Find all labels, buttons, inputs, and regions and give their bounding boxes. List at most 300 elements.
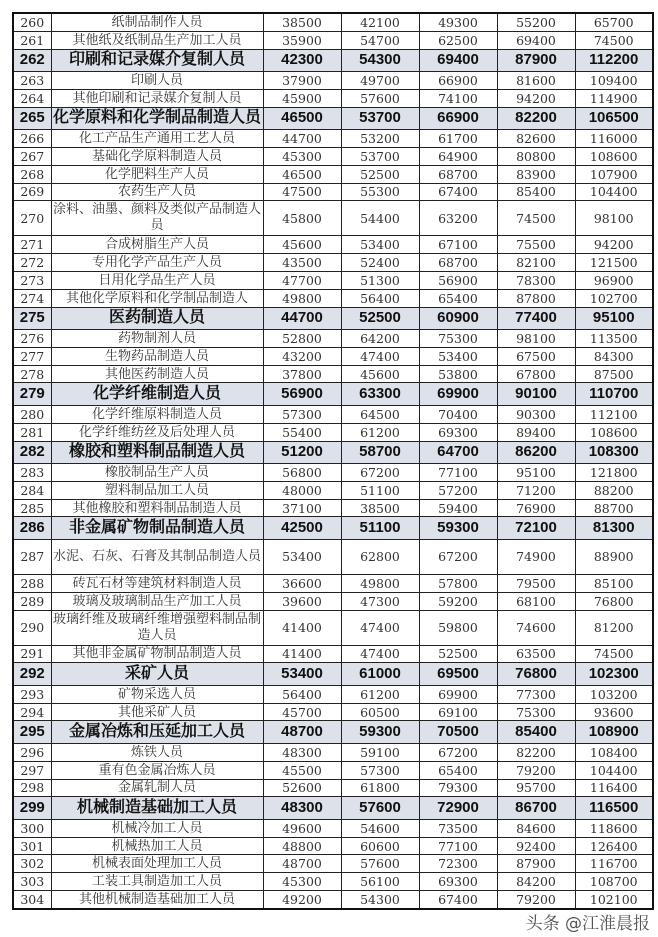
salary-value-5: 116500 (575, 797, 653, 820)
salary-value-4: 75500 (497, 236, 575, 254)
salary-value-3: 63200 (419, 201, 497, 236)
salary-value-3: 72300 (419, 855, 497, 873)
row-number: 291 (13, 645, 51, 663)
occupation-name: 日用化学品生产人员 (51, 271, 263, 289)
salary-value-3: 62500 (419, 31, 497, 49)
salary-value-3: 57800 (419, 574, 497, 592)
row-number: 301 (13, 837, 51, 855)
table-row (13, 130, 653, 148)
salary-value-3: 69100 (419, 703, 497, 721)
salary-value-1: 52800 (263, 330, 341, 348)
table-row (13, 464, 653, 482)
row-number: 269 (13, 183, 51, 201)
salary-value-5: 74500 (575, 31, 653, 49)
row-number: 267 (13, 147, 51, 165)
occupation-name: 医药制造人员 (51, 307, 263, 330)
row-number: 294 (13, 703, 51, 721)
salary-value-5: 76800 (575, 592, 653, 610)
table-row (13, 165, 653, 183)
salary-value-5: 96900 (575, 271, 653, 289)
salary-value-2: 49700 (341, 72, 419, 90)
salary-value-3: 56900 (419, 271, 497, 289)
salary-value-5: 109400 (575, 72, 653, 90)
salary-value-1: 56800 (263, 464, 341, 482)
occupation-name: 水泥、石灰、石膏及其制品制造人员 (51, 539, 263, 574)
salary-value-1: 48700 (263, 855, 341, 873)
salary-value-5: 87500 (575, 365, 653, 383)
row-number: 283 (13, 464, 51, 482)
salary-value-4: 74600 (497, 610, 575, 645)
salary-value-1: 56900 (263, 383, 341, 406)
salary-value-2: 57600 (341, 89, 419, 107)
salary-value-4: 72100 (497, 517, 575, 540)
salary-value-5: 116000 (575, 130, 653, 148)
category-row (13, 107, 653, 130)
category-row (13, 49, 653, 72)
salary-value-1: 45900 (263, 89, 341, 107)
table-row (13, 592, 653, 610)
salary-value-2: 54300 (341, 49, 419, 72)
salary-value-2: 61800 (341, 779, 419, 797)
salary-value-1: 37100 (263, 499, 341, 517)
salary-value-2: 57600 (341, 797, 419, 820)
occupation-name: 专用化学产品生产人员 (51, 254, 263, 272)
salary-value-4: 67500 (497, 347, 575, 365)
salary-value-1: 56400 (263, 685, 341, 703)
salary-value-2: 51300 (341, 271, 419, 289)
table-row (13, 499, 653, 517)
occupation-name: 化学纤维纺丝及后处理人员 (51, 423, 263, 441)
occupation-name: 其他机械制造基础加工人员 (51, 891, 263, 909)
salary-value-3: 74100 (419, 89, 497, 107)
salary-value-3: 68700 (419, 165, 497, 183)
row-number: 278 (13, 365, 51, 383)
salary-value-2: 60600 (341, 837, 419, 855)
salary-value-4: 84200 (497, 873, 575, 891)
row-number: 288 (13, 574, 51, 592)
occupation-name: 农药生产人员 (51, 183, 263, 201)
salary-value-1: 49200 (263, 891, 341, 909)
occupation-name: 纸制品制作人员 (51, 13, 263, 31)
salary-value-4: 87800 (497, 289, 575, 307)
row-number: 275 (13, 307, 51, 330)
table-row (13, 72, 653, 90)
table-row (13, 574, 653, 592)
salary-value-2: 62800 (341, 539, 419, 574)
category-row (13, 663, 653, 686)
salary-value-4: 68100 (497, 592, 575, 610)
salary-value-5: 108300 (575, 441, 653, 464)
salary-value-5: 104400 (575, 761, 653, 779)
salary-value-5: 112100 (575, 405, 653, 423)
salary-value-1: 49800 (263, 289, 341, 307)
salary-value-1: 48800 (263, 837, 341, 855)
salary-value-4: 74500 (497, 201, 575, 236)
salary-value-4: 77300 (497, 685, 575, 703)
watermark: 头条 @江淮晨报 (525, 914, 650, 934)
salary-value-2: 60500 (341, 703, 419, 721)
salary-value-3: 59300 (419, 517, 497, 540)
category-row (13, 517, 653, 540)
table-row (13, 201, 653, 236)
salary-value-3: 53400 (419, 347, 497, 365)
row-number: 299 (13, 797, 51, 820)
table-row (13, 873, 653, 891)
salary-value-5: 112200 (575, 49, 653, 72)
occupation-name: 机械制造基础加工人员 (51, 797, 263, 820)
row-number: 285 (13, 499, 51, 517)
salary-value-4: 87900 (497, 49, 575, 72)
salary-value-5: 110700 (575, 383, 653, 406)
salary-value-2: 57600 (341, 855, 419, 873)
salary-value-4: 86700 (497, 797, 575, 820)
salary-value-4: 79200 (497, 761, 575, 779)
salary-value-3: 70400 (419, 405, 497, 423)
salary-value-5: 103200 (575, 685, 653, 703)
salary-value-3: 69300 (419, 873, 497, 891)
salary-value-1: 57300 (263, 405, 341, 423)
salary-value-4: 75300 (497, 703, 575, 721)
row-number: 276 (13, 330, 51, 348)
occupation-name: 其他化学原料和化学制品制造人 (51, 289, 263, 307)
salary-value-4: 76800 (497, 663, 575, 686)
salary-value-1: 45500 (263, 761, 341, 779)
row-number: 297 (13, 761, 51, 779)
salary-value-3: 52500 (419, 645, 497, 663)
salary-value-3: 66900 (419, 72, 497, 90)
table-row (13, 31, 653, 49)
salary-value-4: 90300 (497, 405, 575, 423)
table-row (13, 779, 653, 797)
salary-value-1: 44700 (263, 307, 341, 330)
occupation-name: 涂料、油墨、颜料及类似产品制造人员 (51, 201, 263, 236)
salary-value-3: 61700 (419, 130, 497, 148)
salary-value-4: 80800 (497, 147, 575, 165)
row-number: 260 (13, 13, 51, 31)
salary-value-3: 77100 (419, 464, 497, 482)
table-row (13, 147, 653, 165)
salary-value-2: 52500 (341, 307, 419, 330)
row-number: 274 (13, 289, 51, 307)
salary-value-1: 53400 (263, 663, 341, 686)
occupation-name: 玻璃纤维及玻璃纤维增强塑料制品制造人员 (51, 610, 263, 645)
salary-value-1: 46500 (263, 107, 341, 130)
salary-value-5: 104400 (575, 183, 653, 201)
table-row (13, 610, 653, 645)
salary-value-4: 94200 (497, 89, 575, 107)
salary-value-2: 63300 (341, 383, 419, 406)
salary-value-2: 47300 (341, 592, 419, 610)
salary-value-3: 79300 (419, 779, 497, 797)
salary-table-body (13, 13, 653, 909)
occupation-name: 工装工具制造加工人员 (51, 873, 263, 891)
row-number: 292 (13, 663, 51, 686)
occupation-name: 化学原料和化学制品制造人员 (51, 107, 263, 130)
row-number: 270 (13, 201, 51, 236)
table-row (13, 539, 653, 574)
salary-value-1: 36600 (263, 574, 341, 592)
occupation-name: 机械冷加工人员 (51, 819, 263, 837)
salary-value-4: 95700 (497, 779, 575, 797)
occupation-name: 金属轧制人员 (51, 779, 263, 797)
row-number: 277 (13, 347, 51, 365)
salary-value-3: 67400 (419, 183, 497, 201)
row-number: 293 (13, 685, 51, 703)
table-row (13, 703, 653, 721)
salary-value-2: 64500 (341, 405, 419, 423)
row-number: 296 (13, 743, 51, 761)
salary-value-2: 67200 (341, 464, 419, 482)
row-number: 263 (13, 72, 51, 90)
row-number: 272 (13, 254, 51, 272)
salary-value-2: 64200 (341, 330, 419, 348)
salary-value-3: 64700 (419, 441, 497, 464)
salary-value-2: 56100 (341, 873, 419, 891)
salary-value-5: 88900 (575, 539, 653, 574)
salary-value-3: 72900 (419, 797, 497, 820)
category-row (13, 383, 653, 406)
salary-value-5: 102300 (575, 663, 653, 686)
occupation-name: 橡胶制品生产人员 (51, 464, 263, 482)
category-row (13, 307, 653, 330)
salary-value-2: 51100 (341, 517, 419, 540)
salary-value-3: 77100 (419, 837, 497, 855)
row-number: 261 (13, 31, 51, 49)
salary-value-3: 49300 (419, 13, 497, 31)
salary-value-1: 48000 (263, 481, 341, 499)
salary-value-4: 82600 (497, 130, 575, 148)
salary-value-5: 88200 (575, 481, 653, 499)
salary-value-3: 65400 (419, 289, 497, 307)
salary-value-1: 42300 (263, 49, 341, 72)
table-row (13, 330, 653, 348)
table-row (13, 183, 653, 201)
row-number: 262 (13, 49, 51, 72)
salary-value-1: 41400 (263, 610, 341, 645)
row-number: 280 (13, 405, 51, 423)
salary-value-3: 53800 (419, 365, 497, 383)
occupation-name: 非金属矿物制品制造人员 (51, 517, 263, 540)
salary-value-5: 108600 (575, 147, 653, 165)
salary-value-4: 78300 (497, 271, 575, 289)
salary-value-5: 106500 (575, 107, 653, 130)
salary-value-4: 86200 (497, 441, 575, 464)
salary-value-5: 98100 (575, 201, 653, 236)
salary-value-1: 48300 (263, 743, 341, 761)
salary-value-3: 69300 (419, 423, 497, 441)
salary-value-3: 64900 (419, 147, 497, 165)
occupation-name: 化学纤维制造人员 (51, 383, 263, 406)
table-row (13, 645, 653, 663)
occupation-name: 砖瓦石材等建筑材料制造人员 (51, 574, 263, 592)
salary-value-1: 37800 (263, 365, 341, 383)
salary-value-5: 102700 (575, 289, 653, 307)
salary-value-1: 52600 (263, 779, 341, 797)
salary-value-1: 45800 (263, 201, 341, 236)
salary-value-4: 85400 (497, 183, 575, 201)
table-row (13, 819, 653, 837)
salary-value-5: 84300 (575, 347, 653, 365)
occupation-name: 玻璃及玻璃制品生产加工人员 (51, 592, 263, 610)
table-row (13, 236, 653, 254)
occupation-name: 橡胶和塑料制品制造人员 (51, 441, 263, 464)
salary-value-1: 44700 (263, 130, 341, 148)
salary-value-1: 53400 (263, 539, 341, 574)
table-row (13, 855, 653, 873)
salary-value-1: 43200 (263, 347, 341, 365)
row-number: 284 (13, 481, 51, 499)
salary-value-3: 67200 (419, 539, 497, 574)
salary-value-3: 69900 (419, 685, 497, 703)
table-row (13, 685, 653, 703)
salary-value-2: 61200 (341, 423, 419, 441)
salary-value-3: 73500 (419, 819, 497, 837)
salary-value-3: 59800 (419, 610, 497, 645)
salary-value-5: 121800 (575, 464, 653, 482)
salary-value-3: 67400 (419, 891, 497, 909)
row-number: 289 (13, 592, 51, 610)
salary-value-1: 45300 (263, 147, 341, 165)
salary-value-1: 47700 (263, 271, 341, 289)
row-number: 282 (13, 441, 51, 464)
salary-value-5: 95100 (575, 307, 653, 330)
salary-value-2: 45600 (341, 365, 419, 383)
salary-value-1: 45600 (263, 236, 341, 254)
table-row (13, 405, 653, 423)
salary-value-4: 81600 (497, 72, 575, 90)
row-number: 265 (13, 107, 51, 130)
row-number: 302 (13, 855, 51, 873)
occupation-name: 塑料制品加工人员 (51, 481, 263, 499)
occupation-name: 生物药品制造人员 (51, 347, 263, 365)
salary-value-5: 114900 (575, 89, 653, 107)
salary-value-2: 59300 (341, 721, 419, 744)
salary-value-4: 82200 (497, 107, 575, 130)
salary-value-1: 42500 (263, 517, 341, 540)
salary-value-3: 57200 (419, 481, 497, 499)
salary-value-1: 41400 (263, 645, 341, 663)
salary-value-3: 69900 (419, 383, 497, 406)
salary-value-4: 82200 (497, 743, 575, 761)
salary-value-4: 74900 (497, 539, 575, 574)
occupation-name: 金属冶炼和压延加工人员 (51, 721, 263, 744)
salary-value-2: 53700 (341, 147, 419, 165)
salary-value-5: 88700 (575, 499, 653, 517)
table-row (13, 254, 653, 272)
occupation-name: 重有色金属冶炼人员 (51, 761, 263, 779)
occupation-name: 矿物采选人员 (51, 685, 263, 703)
salary-value-3: 60900 (419, 307, 497, 330)
salary-value-1: 39600 (263, 592, 341, 610)
row-number: 300 (13, 819, 51, 837)
occupation-name: 化工产品生产通用工艺人员 (51, 130, 263, 148)
row-number: 273 (13, 271, 51, 289)
row-number: 287 (13, 539, 51, 574)
table-row (13, 271, 653, 289)
salary-value-1: 45700 (263, 703, 341, 721)
salary-value-5: 65700 (575, 13, 653, 31)
occupation-name: 其他采矿人员 (51, 703, 263, 721)
salary-value-3: 66900 (419, 107, 497, 130)
salary-value-4: 76900 (497, 499, 575, 517)
salary-value-4: 92400 (497, 837, 575, 855)
occupation-name: 基础化学原料制造人员 (51, 147, 263, 165)
salary-value-3: 70500 (419, 721, 497, 744)
salary-value-2: 53400 (341, 236, 419, 254)
occupation-name: 采矿人员 (51, 663, 263, 686)
salary-value-2: 57300 (341, 761, 419, 779)
salary-value-4: 95100 (497, 464, 575, 482)
salary-value-5: 126400 (575, 837, 653, 855)
salary-value-4: 79500 (497, 574, 575, 592)
salary-value-3: 69400 (419, 49, 497, 72)
salary-value-2: 58700 (341, 441, 419, 464)
salary-value-2: 56400 (341, 289, 419, 307)
table-row (13, 365, 653, 383)
occupation-name: 其他非金属矿物制品制造人员 (51, 645, 263, 663)
salary-value-1: 49600 (263, 819, 341, 837)
salary-value-2: 49800 (341, 574, 419, 592)
row-number: 303 (13, 873, 51, 891)
table-row (13, 837, 653, 855)
salary-value-2: 54700 (341, 31, 419, 49)
category-row (13, 797, 653, 820)
salary-value-4: 98100 (497, 330, 575, 348)
salary-value-5: 108400 (575, 743, 653, 761)
occupation-name: 印刷人员 (51, 72, 263, 90)
occupation-name: 炼铁人员 (51, 743, 263, 761)
salary-value-3: 75300 (419, 330, 497, 348)
salary-value-5: 108600 (575, 423, 653, 441)
salary-value-5: 81200 (575, 610, 653, 645)
salary-value-4: 63500 (497, 645, 575, 663)
row-number: 304 (13, 891, 51, 909)
salary-value-2: 61200 (341, 685, 419, 703)
table-row (13, 89, 653, 107)
salary-value-4: 55200 (497, 13, 575, 31)
salary-value-5: 108700 (575, 873, 653, 891)
salary-value-2: 54300 (341, 891, 419, 909)
salary-value-2: 53700 (341, 107, 419, 130)
category-row (13, 721, 653, 744)
salary-value-5: 94200 (575, 236, 653, 254)
salary-value-4: 67800 (497, 365, 575, 383)
row-number: 271 (13, 236, 51, 254)
table-row (13, 13, 653, 31)
salary-value-1: 55400 (263, 423, 341, 441)
salary-value-3: 59400 (419, 499, 497, 517)
salary-value-2: 47400 (341, 645, 419, 663)
salary-value-5: 107900 (575, 165, 653, 183)
salary-value-2: 52500 (341, 165, 419, 183)
salary-value-5: 85100 (575, 574, 653, 592)
salary-value-4: 89400 (497, 423, 575, 441)
row-number: 266 (13, 130, 51, 148)
salary-value-2: 61000 (341, 663, 419, 686)
occupation-name: 化学肥料生产人员 (51, 165, 263, 183)
salary-value-4: 87900 (497, 855, 575, 873)
category-row (13, 441, 653, 464)
salary-value-3: 69500 (419, 663, 497, 686)
salary-value-3: 65400 (419, 761, 497, 779)
row-number: 268 (13, 165, 51, 183)
table-row (13, 743, 653, 761)
salary-value-5: 116400 (575, 779, 653, 797)
row-number: 279 (13, 383, 51, 406)
salary-value-2: 47400 (341, 347, 419, 365)
occupation-name: 药物制剂人员 (51, 330, 263, 348)
salary-value-1: 35900 (263, 31, 341, 49)
